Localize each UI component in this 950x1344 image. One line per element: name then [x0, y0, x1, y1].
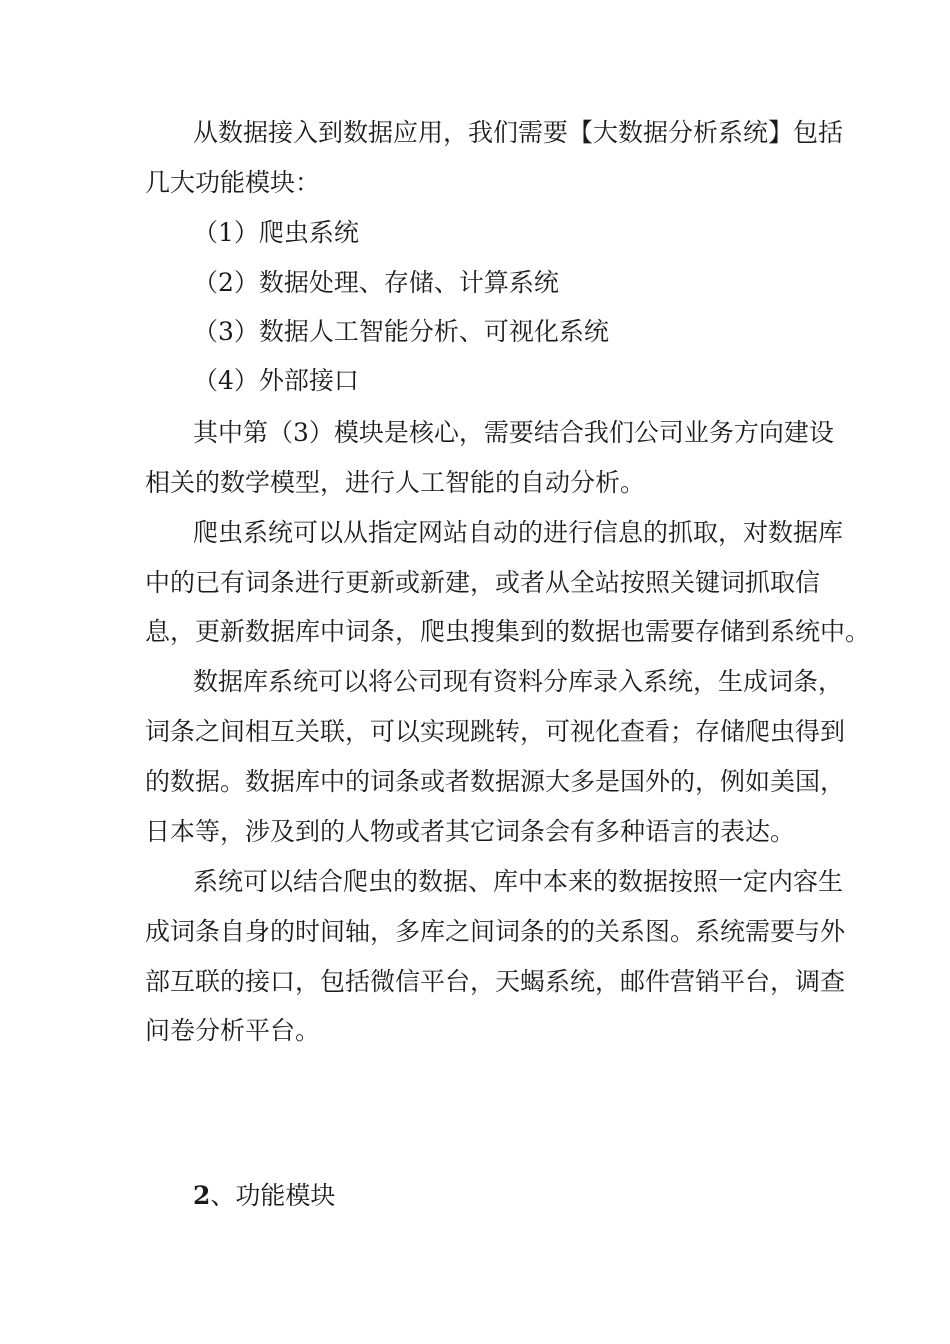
paragraph-3-line-3: 息，更新数据库中词条，爬虫搜集到的数据也需要存储到系统中。	[145, 617, 871, 646]
paragraph-3-line-2: 中的已有词条进行更新或新建，或者从全站按照关键词抓取信	[145, 568, 821, 597]
paragraph-5-line-3: 部互联的接口，包括微信平台，天蝎系统，邮件营销平台，调查	[145, 967, 846, 996]
paragraph-1-line-2: 几大功能模块：	[145, 168, 321, 197]
list-item-4: （4）外部接口	[193, 366, 359, 395]
paragraph-4-line-3: 的数据。数据库中的词条或者数据源大多是国外的，例如美国，	[145, 767, 846, 796]
paragraph-1-line-1: 从数据接入到数据应用，我们需要【大数据分析系统】包括	[193, 118, 844, 147]
paragraph-4-line-4: 日本等，涉及到的人物或者其它词条会有多种语言的表达。	[145, 817, 796, 846]
paragraph-3-line-1: 爬虫系统可以从指定网站自动的进行信息的抓取，对数据库	[193, 518, 844, 547]
list-item-1: （1）爬虫系统	[193, 218, 359, 247]
section-title: 、功能模块	[210, 1181, 336, 1210]
list-item-2: （2）数据处理、存储、计算系统	[193, 268, 559, 297]
paragraph-2-line-1: 其中第（3）模块是核心，需要结合我们公司业务方向建设	[193, 418, 834, 447]
paragraph-5-line-4: 问卷分析平台。	[145, 1016, 321, 1045]
section-number: 2	[193, 1181, 211, 1210]
paragraph-4-line-2: 词条之间相互关联，可以实现跳转，可视化查看；存储爬虫得到	[145, 717, 846, 746]
paragraph-5-line-2: 成词条自身的时间轴，多库之间词条的的关系图。系统需要与外	[145, 917, 846, 946]
section-heading	[193, 1181, 335, 1211]
paragraph-2-line-2: 相关的数学模型，进行人工智能的自动分析。	[145, 468, 646, 497]
paragraph-4-line-1: 数据库系统可以将公司现有资料分库录入系统，生成词条，	[193, 667, 844, 696]
paragraph-5-line-1: 系统可以结合爬虫的数据、库中本来的数据按照一定内容生	[193, 867, 844, 896]
list-item-3: （3）数据人工智能分析、可视化系统	[193, 317, 609, 346]
